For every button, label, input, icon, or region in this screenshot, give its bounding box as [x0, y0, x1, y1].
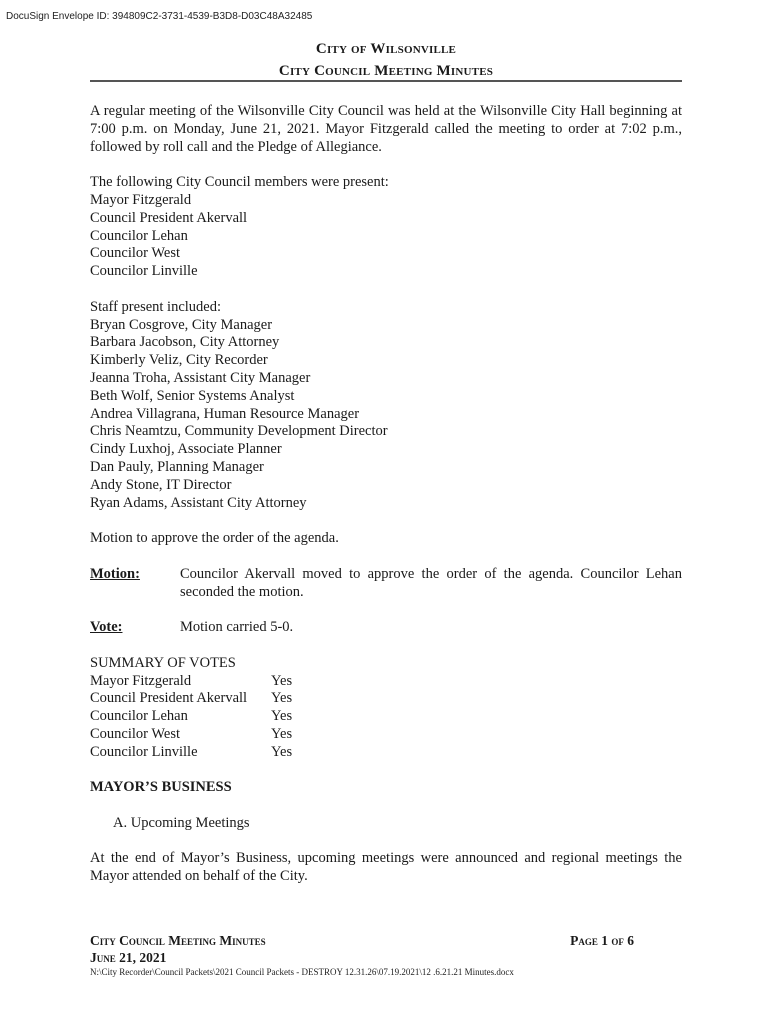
- header-document-title: City Council Meeting Minutes: [278, 63, 494, 79]
- table-row: [90, 690, 292, 708]
- motion-row: [90, 566, 682, 602]
- staff-item: Dan Pauly, Planning Manager: [90, 458, 264, 475]
- vote-name: Mayor Fitzgerald: [90, 672, 192, 689]
- vote-name: Councilor West: [90, 725, 180, 742]
- document-header: [90, 38, 682, 82]
- footer-date: June 21, 2021: [90, 950, 167, 965]
- vote-value: Yes: [271, 708, 293, 725]
- staff-item: Ryan Adams, Assistant City Attorney: [90, 494, 307, 511]
- header-city-name: City of Wilsonville: [315, 41, 457, 57]
- footer-title: City Council Meeting Minutes: [90, 933, 266, 948]
- summary-of-votes-table: [90, 673, 292, 762]
- page-footer: [90, 932, 682, 977]
- staff-item: Chris Neamtzu, Community Development Director: [90, 423, 388, 440]
- docusign-envelope-id: DocuSign Envelope ID: 394809C2-3731-4539-B3D8-D03C48A32485: [6, 11, 313, 22]
- footer-row: [90, 932, 682, 949]
- staff-item: Beth Wolf, Senior Systems Analyst: [90, 387, 295, 404]
- header-divider: [90, 80, 682, 82]
- staff-heading: Staff present included:: [90, 298, 222, 315]
- staff-item: Andy Stone, IT Director: [90, 476, 232, 493]
- vote-value: Yes: [271, 743, 293, 760]
- upcoming-meetings-item: A. Upcoming Meetings: [113, 814, 250, 831]
- member-item: Mayor Fitzgerald: [90, 191, 192, 208]
- summary-heading: SUMMARY OF VOTES: [90, 654, 236, 671]
- vote-row: [90, 619, 682, 637]
- vote-text: Motion carried 5-0.: [180, 619, 294, 636]
- staff-item: Andrea Villagrana, Human Resource Manager: [90, 405, 360, 422]
- table-row: [90, 673, 292, 691]
- mayors-business-text: At the end of Mayor’s Business, upcoming meetings were announced and regional meetings the Mayor attended on behalf of the City.: [90, 850, 682, 885]
- member-item: Council President Akervall: [90, 209, 248, 226]
- member-item: Councilor Linville: [90, 263, 198, 280]
- vote-name: Councilor Lehan: [90, 708, 188, 725]
- motion-text: Councilor Akervall moved to approve the order of the agenda. Councilor Lehan seconded the motion.: [180, 565, 682, 600]
- footer-file-path: N:\City Recorder\Council Packets\2021 Council Packets - DESTROY 12.31.26\07.19.2021\12 .6.21.21 Minutes.docx: [90, 967, 514, 977]
- page-number: Page 1 of 6: [570, 933, 634, 948]
- member-item: Councilor West: [90, 245, 180, 262]
- vote-value: Yes: [271, 672, 293, 689]
- staff-item: Kimberly Veliz, City Recorder: [90, 352, 268, 369]
- motion-label: Motion:: [90, 565, 140, 582]
- members-present-list: [90, 174, 682, 281]
- staff-item: Barbara Jacobson, City Attorney: [90, 334, 280, 351]
- table-row: [90, 708, 292, 726]
- mayors-business-heading: MAYOR’S BUSINESS: [90, 779, 232, 796]
- members-heading: The following City Council members were present:: [90, 174, 389, 191]
- member-item: Councilor Lehan: [90, 227, 188, 244]
- staff-item: Jeanna Troha, Assistant City Manager: [90, 369, 311, 386]
- vote-value: Yes: [271, 725, 293, 742]
- vote-value: Yes: [271, 690, 293, 707]
- table-row: [90, 744, 292, 762]
- table-row: [90, 726, 292, 744]
- agenda-motion-intro: Motion to approve the order of the agenda.: [90, 530, 339, 547]
- document-body: [90, 103, 682, 904]
- intro-paragraph: A regular meeting of the Wilsonville City Council was held at the Wilsonville City Hall beginning at 7:00 p.m. on Monday, June 21, 2021. Mayor Fitzgerald called the meeting to order at 7:02 p.m., followed by roll call and the Pledge of Allegiance.: [90, 103, 682, 155]
- staff-item: Bryan Cosgrove, City Manager: [90, 316, 273, 333]
- vote-name: Councilor Linville: [90, 743, 198, 760]
- staff-present-list: [90, 299, 682, 513]
- vote-label: Vote:: [90, 619, 123, 636]
- staff-item: Cindy Luxhoj, Associate Planner: [90, 441, 282, 458]
- vote-name: Council President Akervall: [90, 690, 248, 707]
